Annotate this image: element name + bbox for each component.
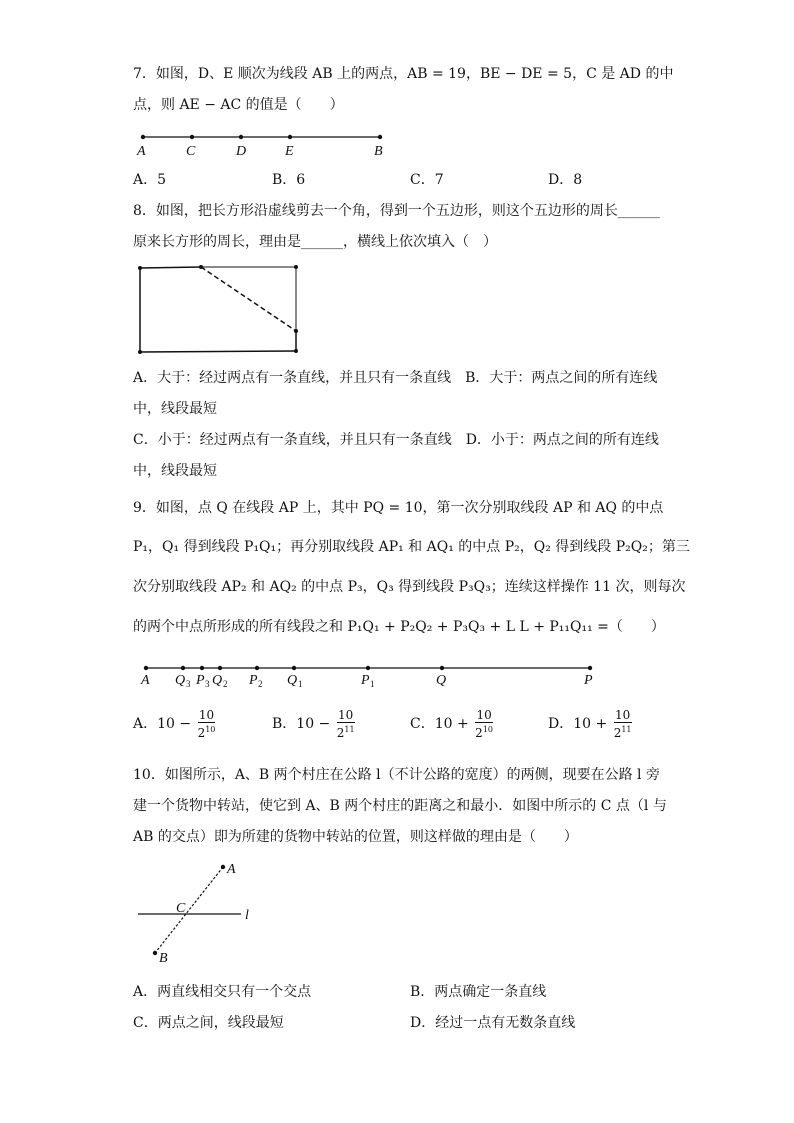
q9-label-P3: P [196, 673, 205, 688]
q10-text-line1: 10．如图所示，A、B 两个村庄在公路 l（不计公路的宽度）的两侧，现要在公路 l 旁 [133, 767, 660, 783]
q8-option-a-b-line1: A．大于：经过两点有一条直线，并且只有一条直线 B．大于：两点之间的所有连线 [133, 370, 658, 386]
q9-option-a-base: 2 [197, 726, 206, 740]
q9-option-d-exp: 11 [621, 725, 632, 734]
q9-option-c-label: C．10 + [410, 716, 469, 732]
q9-label-Q1: Q [287, 673, 298, 688]
q9-option-b [272, 708, 355, 740]
q7-label-B: B [374, 144, 383, 159]
q7-text-line1: 7．如图，D、E 顺次为线段 AB 上的两点，AB = 19，BE − DE = 5，C 是 AD 的中 [133, 66, 674, 82]
q9-label-Q2: Q [212, 673, 223, 688]
q9-option-b-exp: 11 [344, 725, 355, 734]
q9-label-A: A [141, 673, 150, 688]
q10-label-l: l [245, 908, 249, 923]
q8-text-line1: 8．如图，把长方形沿虚线剪去一个角，得到一个五边形，则这个五边形的周长______ [133, 203, 660, 219]
q10-text-line2: 建一个货物中转站，使它到 A、B 两个村庄的距离之和最小．如图中所示的 C 点（l 与 [133, 798, 667, 814]
q10-label-C: C [176, 901, 186, 916]
q8-text-line2: 原来长方形的周长，理由是______，横线上依次填入（ ） [133, 234, 497, 250]
q10-option-b: B．两点确定一条直线 [410, 984, 547, 1000]
q10-road-figure [133, 856, 273, 968]
q7-label-D: D [236, 144, 247, 159]
q7-option-a: A．5 [133, 172, 167, 188]
q7-text-line2: 点，则 AE − AC 的值是（ ） [133, 97, 344, 113]
q8-option-c-d-line1: C．小于：经过两点有一条直线，并且只有一条直线 D．小于：两点之间的所有连线 [133, 432, 659, 448]
q7-label-E: E [285, 144, 294, 159]
q9-label-P3-sub: 3 [205, 679, 210, 689]
q9-option-a-num: 10 [198, 708, 215, 722]
q9-label-Q3-sub: 3 [186, 679, 191, 689]
q9-text-line4: 的两个中点所形成的所有线段之和 P₁Q₁ + P₂Q₂ + P₃Q₃ + L L + P₁₁Q₁₁ =（ ） [133, 619, 665, 635]
q9-option-c [410, 708, 493, 740]
q9-option-a [133, 708, 215, 740]
q9-text-line2: P₁，Q₁ 得到线段 P₁Q₁；再分别取线段 AP₁ 和 AQ₁ 的中点 P₂，Q₂ 得到线段 P₂Q₂；第三 [133, 539, 690, 555]
q10-option-c: C．两点之间，线段最短 [133, 1015, 284, 1031]
q7-option-d: D．8 [548, 172, 583, 188]
q9-label-P1-sub: 1 [370, 679, 375, 689]
q10-option-a: A．两直线相交只有一个交点 [133, 984, 312, 1000]
q7-label-C: C [186, 144, 196, 159]
q9-label-P2: P [249, 673, 258, 688]
q9-label-Q2-sub: 2 [223, 679, 228, 689]
q9-option-b-base: 2 [336, 726, 345, 740]
q9-label-Q1-sub: 1 [298, 679, 303, 689]
q9-option-d-fraction [614, 708, 632, 740]
q9-option-c-fraction [475, 708, 493, 740]
q7-option-c: C．7 [410, 172, 444, 188]
q9-option-b-num: 10 [338, 708, 354, 722]
q9-segment-figure [138, 658, 608, 692]
q8-option-c-d-line2: 中，线段最短 [133, 463, 217, 479]
q9-option-d-num: 10 [614, 708, 631, 722]
q9-text-line1: 9．如图，点 Q 在线段 AP 上，其中 PQ = 10，第一次分别取线段 AP 和 AQ 的中点 [133, 500, 664, 516]
q9-text-line3: 次分别取线段 AP₂ 和 AQ₂ 的中点 P₃，Q₃ 得到线段 P₃Q₃；连续这样操作 11 次，则每次 [133, 579, 686, 595]
q9-option-b-fraction [337, 708, 355, 740]
q9-label-Q: Q [436, 673, 447, 688]
q9-option-a-exp: 10 [205, 725, 216, 734]
q9-label-P: P [584, 673, 593, 688]
q9-option-a-fraction [198, 708, 216, 740]
q9-option-a-label: A．10 − [133, 716, 192, 732]
q10-option-d: D．经过一点有无数条直线 [410, 1015, 576, 1031]
q9-option-d [548, 708, 632, 740]
q9-option-c-base: 2 [475, 726, 483, 740]
q9-label-P1: P [361, 673, 370, 688]
q7-label-A: A [137, 144, 146, 159]
q9-option-b-label: B．10 − [272, 716, 331, 732]
q9-label-Q3: Q [175, 673, 186, 688]
q10-label-A: A [227, 862, 236, 877]
q7-option-b: B．6 [272, 172, 306, 188]
q9-option-d-base: 2 [613, 726, 622, 740]
q7-segment-figure [130, 125, 400, 160]
q9-label-P2-sub: 2 [258, 679, 263, 689]
q10-text-line3: AB 的交点）即为所建的货物中转站的位置，则这样做的理由是（ ） [133, 829, 578, 845]
q9-option-c-num: 10 [476, 708, 492, 722]
q10-label-B: B [159, 951, 168, 966]
q9-option-d-label: D．10 + [548, 716, 608, 732]
q8-rectangle-figure [133, 262, 303, 357]
q9-option-c-exp: 10 [482, 725, 493, 734]
q8-option-a-b-line2: 中，线段最短 [133, 401, 217, 417]
